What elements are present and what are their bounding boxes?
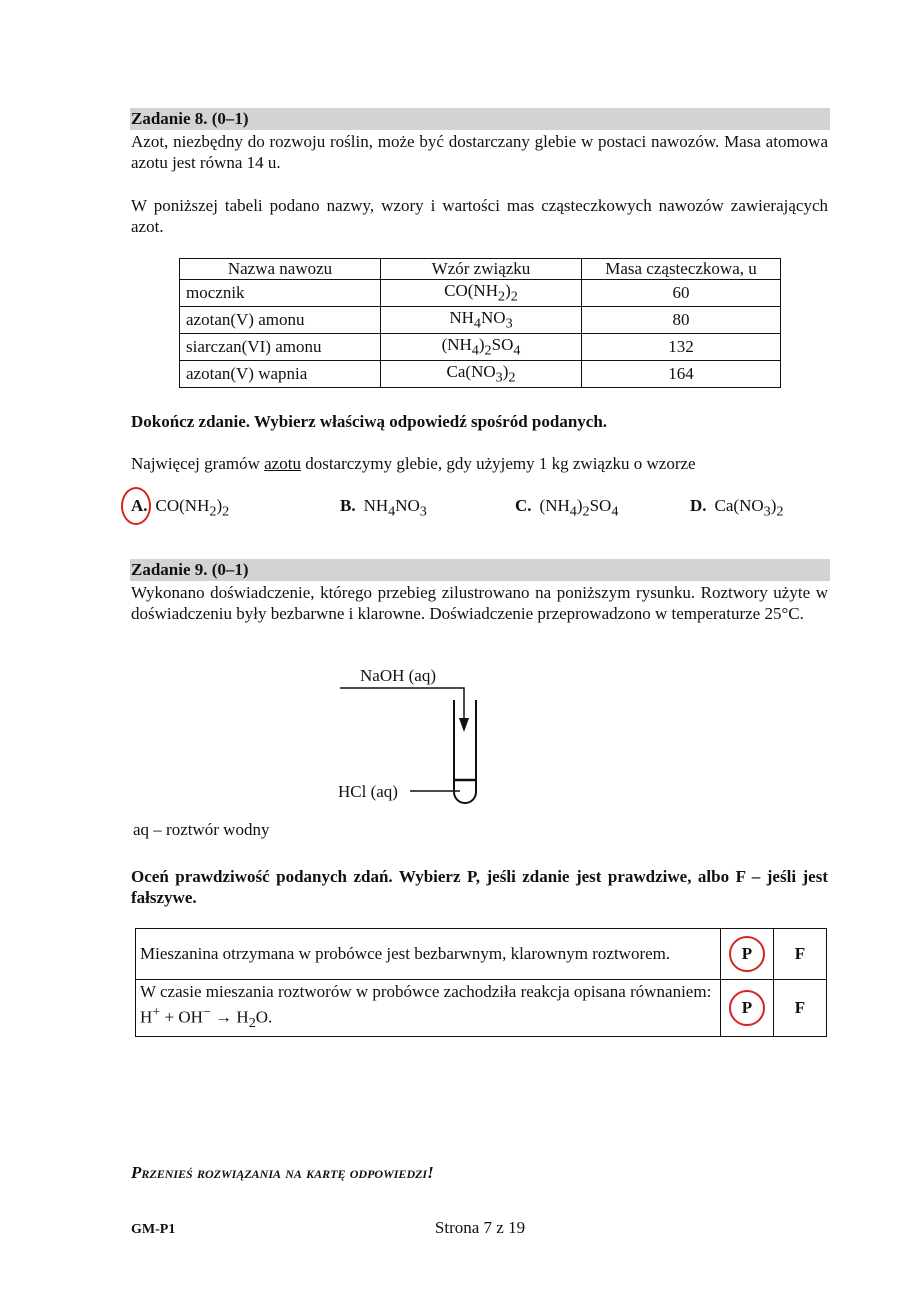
- option-letter: A.: [131, 496, 148, 515]
- fertilizer-name: azotan(V) wapnia: [180, 361, 381, 388]
- question-text: dostarczymy glebie, gdy użyjemy 1 kg związku o wzorze: [300, 454, 696, 473]
- task8-header: Zadanie 8. (0–1): [130, 108, 830, 130]
- answer-option-a[interactable]: [131, 496, 229, 520]
- fertilizer-name: siarczan(VI) amonu: [180, 334, 381, 361]
- column-header: Masa cząsteczkowa, u: [582, 259, 781, 280]
- naoh-label: NaOH (aq): [360, 666, 436, 685]
- true-option[interactable]: [721, 980, 774, 1037]
- answer-option-d[interactable]: [690, 496, 783, 520]
- statement-text: W czasie mieszania roztworów w probówce zachodziła reakcja opisana równaniem: $H^+ + OH^- \to H_2O$.: [136, 980, 721, 1037]
- fertilizer-formula: $NH_4NO_3$: [381, 307, 582, 334]
- option-letter: C.: [515, 496, 532, 515]
- question-text: Najwięcej gramów: [131, 454, 265, 473]
- task8-intro: Azot, niezbędny do rozwoju roślin, może być dostarczany glebie w postaci nawozów. Masa atomowa azotu jest równa 14 u.: [131, 132, 828, 172]
- task9-intro: Wykonano doświadczenie, którego przebieg zilustrowano na poniższym rysunku. Roztwory użyte w doświadczeniu były bezbarwne i klarowne. Doświadczenie przeprowadzono w temperaturze 25°C.: [131, 583, 828, 623]
- column-header: Wzór związku: [381, 259, 582, 280]
- fertilizer-mass: 80: [582, 307, 781, 334]
- false-option[interactable]: F: [774, 929, 827, 980]
- fertilizer-formula: $CO(NH_2)_2$: [381, 280, 582, 307]
- option-formula: $NH_4NO_3$: [363, 496, 427, 520]
- exam-code: GM-P1: [131, 1222, 176, 1237]
- task9-header: Zadanie 9. (0–1): [130, 559, 830, 581]
- table-row: [136, 980, 827, 1037]
- option-formula: $Ca(NO_3)_2$: [714, 496, 784, 520]
- fertilizer-mass: 60: [582, 280, 781, 307]
- page-number: Strona 7 z 19: [434, 1218, 526, 1237]
- task9-instruction: Oceń prawdziwość podanych zdań. Wybierz P, jeśli zdanie jest prawdziwe, albo F – jeśli jest fałszywe.: [131, 867, 828, 907]
- true-option[interactable]: [721, 929, 774, 980]
- true-false-table: [135, 928, 827, 1037]
- p-selected-mark: P: [729, 936, 765, 972]
- answer-option-b[interactable]: [340, 496, 427, 520]
- question-underlined: azotu: [264, 454, 301, 473]
- task8-table-intro: W poniższej tabeli podano nazwy, wzory i wartości mas cząsteczkowych nawozów zawierających azot.: [131, 196, 828, 236]
- fertilizer-table: [179, 258, 781, 388]
- option-formula: $(NH_4)_2SO_4$: [539, 496, 619, 520]
- option-letter: D.: [690, 496, 707, 515]
- table-row: [180, 307, 781, 334]
- column-header: Nazwa nawozu: [180, 259, 381, 280]
- test-tube: [454, 700, 476, 803]
- naoh-pipe: [340, 688, 464, 728]
- aq-legend: aq – roztwór wodny: [133, 820, 270, 839]
- answer-option-c[interactable]: [515, 496, 618, 520]
- fertilizer-formula: $Ca(NO_3)_2$: [381, 361, 582, 388]
- arrow-head-icon: [459, 718, 469, 732]
- p-selected-mark: P: [729, 990, 765, 1026]
- fertilizer-mass: 164: [582, 361, 781, 388]
- hcl-label: HCl (aq): [338, 782, 398, 801]
- fertilizer-formula: $(NH_4)_2SO_4$: [381, 334, 582, 361]
- transfer-note: Przenieś rozwiązania na kartę odpowiedzi!: [131, 1163, 434, 1182]
- task8-instruction: Dokończ zdanie. Wybierz właściwą odpowiedź spośród podanych.: [131, 412, 608, 431]
- table-row: [180, 280, 781, 307]
- fertilizer-name: mocznik: [180, 280, 381, 307]
- fertilizer-name: azotan(V) amonu: [180, 307, 381, 334]
- fertilizer-mass: 132: [582, 334, 781, 361]
- experiment-diagram: [330, 660, 500, 815]
- false-option[interactable]: F: [774, 980, 827, 1037]
- table-row: [136, 929, 827, 980]
- table-header-row: [180, 259, 781, 280]
- option-formula: $CO(NH_2)_2$: [155, 496, 230, 520]
- table-row: [180, 361, 781, 388]
- table-row: [180, 334, 781, 361]
- statement-text: Mieszanina otrzymana w probówce jest bezbarwnym, klarownym roztworem.: [136, 929, 721, 980]
- option-letter: B.: [340, 496, 356, 515]
- task8-question: [131, 453, 828, 474]
